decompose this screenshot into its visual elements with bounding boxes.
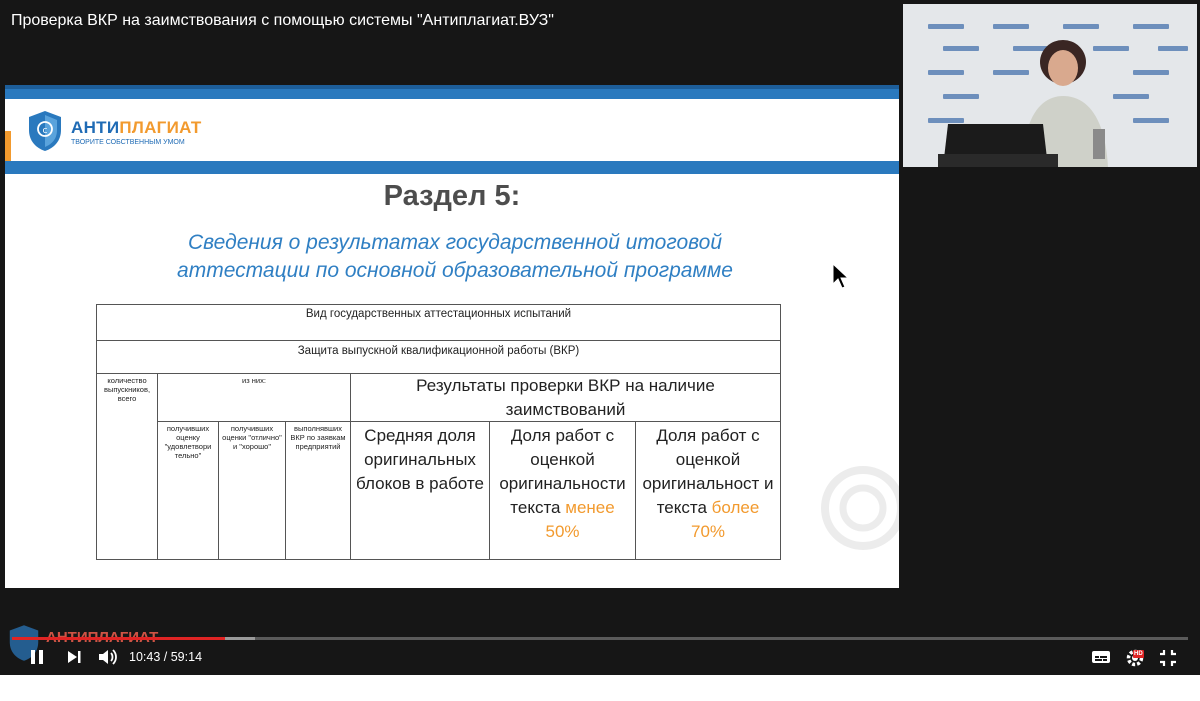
current-time: 10:43	[129, 650, 161, 664]
subtitles-icon[interactable]	[1091, 649, 1111, 670]
cursor-icon	[832, 263, 850, 289]
shield-icon	[27, 110, 63, 152]
hd-badge: HD	[1134, 651, 1143, 657]
next-icon[interactable]	[66, 649, 82, 670]
volume-icon[interactable]	[98, 648, 118, 671]
table-row-thesis-defense: Защита выпускной квалификационной работы (ВКР)	[96, 340, 781, 374]
table-col-of-them: из них:	[157, 373, 351, 422]
table-col-excellent: получивших оценки "отлично" и "хорошо"	[218, 421, 286, 560]
presentation-slide	[5, 85, 899, 588]
logo-slogan: ТВОРИТЕ СОБСТВЕННЫМ УМОМ	[71, 139, 185, 146]
progress-played	[12, 637, 225, 640]
slide-subheading: Сведения о результатах государственной итоговой аттестации по основной образовательной программе	[177, 231, 733, 282]
progress-bar[interactable]	[12, 637, 1188, 640]
duration: 59:14	[170, 650, 203, 664]
table-result-more-70: Доля работ с оценкой оригинальност и текста более 70%	[635, 421, 781, 560]
table-result-less-50: Доля работ с оценкой оригинальности текста менее 50%	[489, 421, 636, 560]
logo-wordmark: АНТИПЛАГИАТ	[71, 118, 202, 137]
table-col-total: количество выпускников, всего	[96, 373, 158, 560]
time-display	[129, 650, 202, 664]
certification-table	[96, 304, 781, 560]
antiplagiat-logo	[27, 110, 207, 154]
speaker-webcam	[903, 4, 1197, 167]
copyright-watermark-icon	[813, 463, 899, 553]
svg-text:c: c	[42, 126, 48, 136]
slide-header-bottom-bar	[5, 161, 899, 174]
slide-heading: Раздел 5:	[383, 180, 521, 212]
table-row-exam-type: Вид государственных аттестационных испытаний	[96, 304, 781, 341]
time-separator: /	[163, 650, 168, 664]
pause-icon[interactable]	[28, 648, 46, 671]
slide-accent-bar	[5, 131, 11, 161]
slide-top-bar	[5, 85, 899, 99]
table-col-satisfactory: получивших оценку "удовлетвори тельно"	[157, 421, 219, 560]
table-results-header: Результаты проверки ВКР на наличие заимствований	[350, 373, 781, 422]
exit-fullscreen-icon[interactable]	[1159, 649, 1177, 672]
video-title[interactable]: Проверка ВКР на заимствования с помощью системы "Антиплагиат.ВУЗ"	[11, 12, 554, 29]
speaker-video-frame	[903, 4, 1197, 167]
table-result-average: Средняя доля оригинальных блоков в работе	[350, 421, 490, 560]
table-col-requests: выполнявших ВКР по заявкам предприятий	[285, 421, 351, 560]
